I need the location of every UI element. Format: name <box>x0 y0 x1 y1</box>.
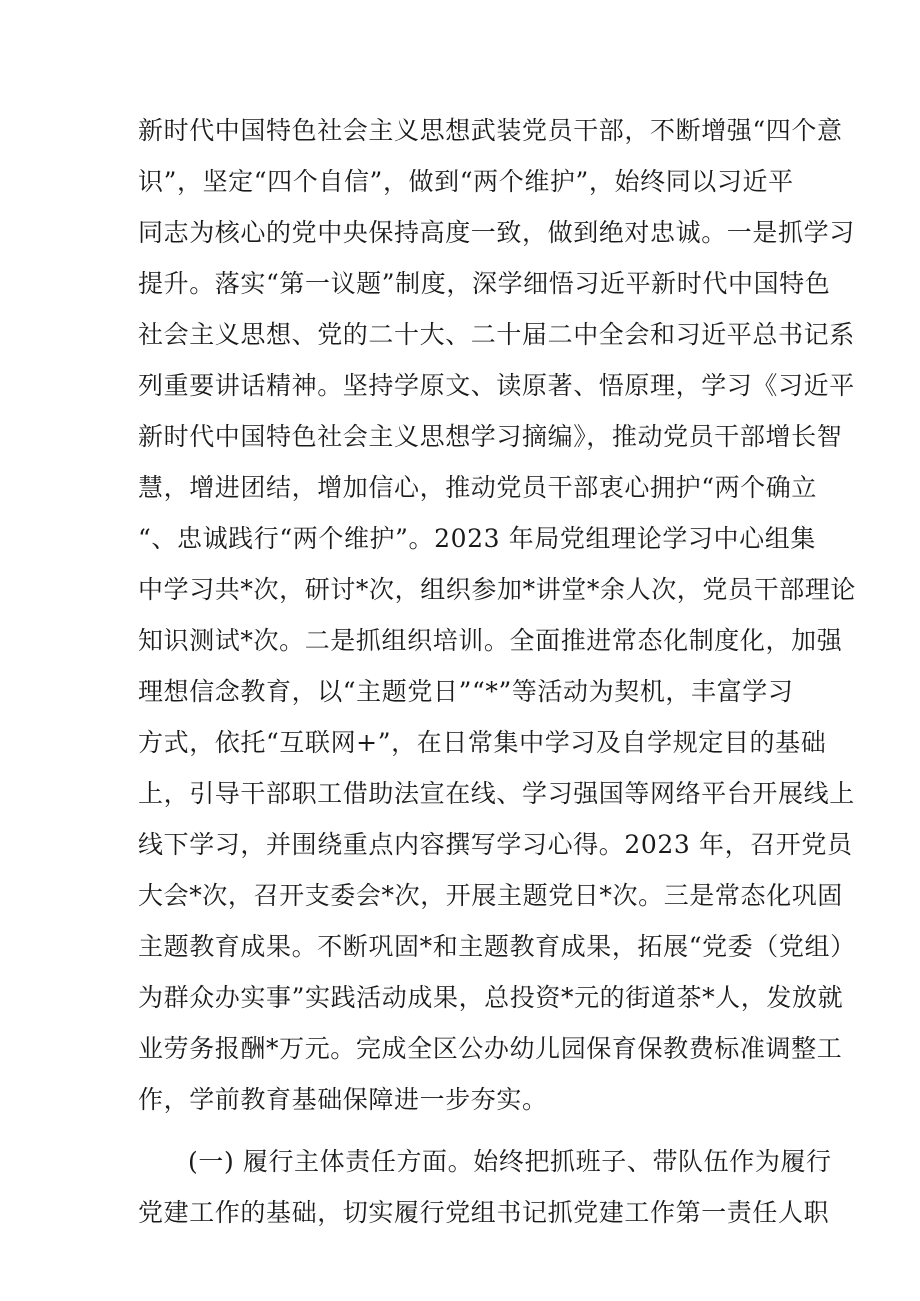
paragraph-line: 理想信念教育，以“主题党日”“*”等活动为契机，丰富学习 <box>138 677 794 706</box>
paragraph-line: 新时代中国特色社会主义思想武装党员干部，不断增强“四个意 <box>138 116 843 145</box>
paragraph-line: 提升。落实“第一议题”制度，深学细悟习近平新时代中国特色 <box>138 269 831 298</box>
paragraph-line: 知识测试*次。二是抓组织培训。全面推进常态化制度化，加强 <box>138 626 843 655</box>
paragraph-line: 方式，依托“互联网+”，在日常集中学习及自学规定目的基础 <box>138 728 827 757</box>
paragraph-line: 社会主义思想、党的二十大、二十届二中全会和习近平总书记系 <box>138 320 855 349</box>
paragraph-line: “、忠诚践行“两个维护”。2023 年局党组理论学习中心组集 <box>138 524 816 553</box>
paragraph-line: 业劳务报酬*万元。完成全区公办幼儿园保育保教费标准调整工 <box>138 1034 843 1063</box>
paragraph-line: 识”，坚定“四个自信”，做到“两个维护”，始终同以习近平 <box>138 167 794 196</box>
paragraph-line: 主题教育成果。不断巩固*和主题教育成果，拓展“党委（党组） <box>138 932 856 961</box>
paragraph-line: 中学习共*次，研讨*次，组织参加*讲堂*余人次，党员干部理论 <box>138 575 857 604</box>
paragraph-line: 同志为核心的党中央保持高度一致，做到绝对忠诚。一是抓学习 <box>138 218 855 247</box>
paragraph-line: 新时代中国特色社会主义思想学习摘编》，推动党员干部增长智 <box>138 422 843 451</box>
paragraph-line: 大会*次，召开支委会*次，开展主题党日*次。三是常态化巩固 <box>138 881 843 910</box>
section-heading-line: (一) 履行主体责任方面。始终把抓班子、带队伍作为履行 <box>188 1147 832 1176</box>
paragraph-line: 党建工作的基础，切实履行党组书记抓党建工作第一责任人职 <box>138 1198 830 1227</box>
paragraph-line: 上，引导干部职工借助法宣在线、学习强国等网络平台开展线上 <box>138 779 855 808</box>
paragraph-line: 线下学习，并围绕重点内容撰写学习心得。2023 年，召开党员 <box>138 830 853 859</box>
paragraph-line: 列重要讲话精神。坚持学原文、读原著、悟原理，学习《习近平 <box>138 371 855 400</box>
paragraph-line: 作，学前教育基础保障进一步夯实。 <box>138 1085 548 1114</box>
paragraph-line: 为群众办实事”实践活动成果，总投资*元的街道茶*人，发放就 <box>138 983 844 1012</box>
paragraph-line: 慧，增进团结，增加信心，推动党员干部衷心拥护“两个确立 <box>138 473 817 502</box>
